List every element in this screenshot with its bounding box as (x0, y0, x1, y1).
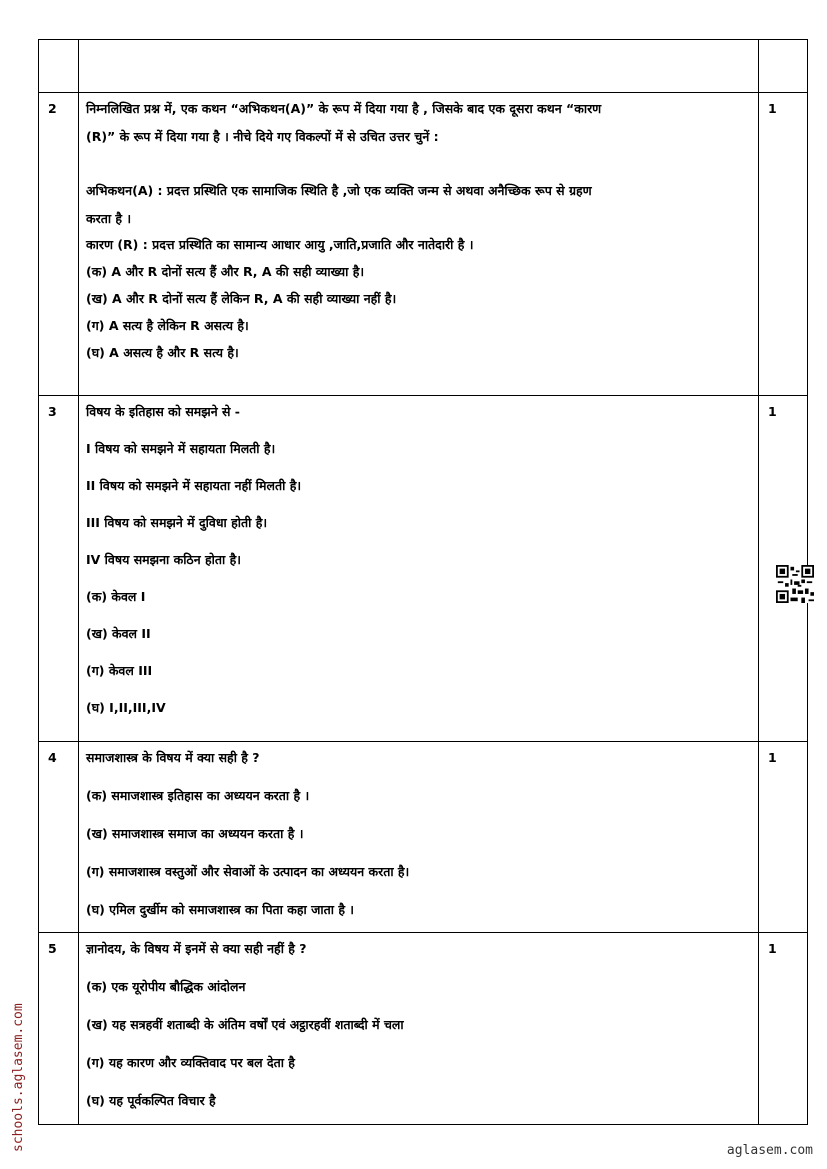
marks-value: 1 (759, 933, 808, 1125)
option-line: (क) समाजशास्त्र इतिहास का अध्ययन करता है । (86, 788, 310, 803)
question-number-cell (39, 40, 79, 93)
option-line: (घ) I,II,III,IV (86, 700, 166, 715)
question-text-cell (79, 40, 759, 93)
marks-value: 1 (759, 93, 808, 396)
statement-line: III विषय को समझने में दुविधा होती है। (86, 515, 268, 530)
statement-line: II विषय को समझने में सहायता नहीं मिलती है। (86, 478, 302, 493)
option-line: (घ) A असत्य है और R सत्य है। (86, 345, 239, 360)
question-line: ज्ञानोदय, के विषय में इनमें से क्या सही नहीं है ? (86, 941, 307, 956)
question-table (38, 39, 808, 1125)
question-text-cell (79, 742, 759, 933)
question-number: 4 (39, 742, 79, 933)
option-line: (ग) यह कारण और व्यक्तिवाद पर बल देता है (86, 1055, 295, 1070)
table-row (39, 742, 808, 933)
assertion-line: अभिकथन(A) : प्रदत्त प्रस्थिति एक सामाजिक स्थिति है ,जो एक व्यक्ति जन्म से अथवा अनैच्छिक रूप से ग्रहण (86, 183, 592, 198)
watermark-left: schools.aglasem.com (11, 1003, 26, 1152)
option-line: (ख) समाजशास्त्र समाज का अध्ययन करता है । (86, 826, 304, 841)
table-row (39, 396, 808, 742)
marks-cell (759, 40, 808, 93)
option-line: (क) एक यूरोपीय बौद्धिक आंदोलन (86, 979, 246, 994)
table-row (39, 93, 808, 396)
option-line: (घ) यह पूर्वकल्पित विचार है (86, 1093, 216, 1108)
question-line: (R)” के रूप में दिया गया है । नीचे दिये गए विकल्पों में से उचित उत्तर चुनें : (86, 129, 439, 144)
marks-value: 1 (759, 742, 808, 933)
option-line: (ख) केवल II (86, 626, 151, 641)
question-number: 5 (39, 933, 79, 1125)
question-line: विषय के इतिहास को समझने से - (86, 404, 240, 419)
reason-line: कारण (R) : प्रदत्त प्रस्थिति का सामान्य आधार आयु ,जाति,प्रजाति और नातेदारी है । (86, 237, 474, 252)
marks-value: 1 (759, 396, 808, 742)
question-text-cell (79, 93, 759, 396)
question-text-cell (79, 396, 759, 742)
option-line: (ग) A सत्य है लेकिन R असत्य है। (86, 318, 249, 333)
question-line: निम्नलिखित प्रश्न में, एक कथन “अभिकथन(A)” के रूप में दिया गया है , जिसके बाद एक दूसरा कथन “कारण (86, 101, 602, 116)
option-line: (ख) A और R दोनों सत्य हैं लेकिन R, A की सही व्याख्या नहीं है। (86, 291, 397, 306)
option-line: (ख) यह सत्रहवीं शताब्दी के अंतिम वर्षों एवं अट्ठारहवीं शताब्दी में चला (86, 1017, 404, 1032)
option-line: (क) A और R दोनों सत्य हैं और R, A की सही व्याख्या है। (86, 264, 365, 279)
question-line: समाजशास्त्र के विषय में क्या सही है ? (86, 750, 260, 765)
option-line: (क) केवल I (86, 589, 146, 604)
assertion-line: करता है । (86, 211, 132, 226)
statement-line: I विषय को समझने में सहायता मिलती है। (86, 441, 276, 456)
option-line: (ग) समाजशास्त्र वस्तुओं और सेवाओं के उत्पादन का अध्ययन करता है। (86, 864, 410, 879)
watermark-bottom: aglasem.com (726, 1143, 813, 1158)
option-line: (घ) एमिल दुर्खीम को समाजशास्त्र का पिता कहा जाता है । (86, 902, 355, 917)
option-line: (ग) केवल III (86, 663, 153, 678)
question-number: 3 (39, 396, 79, 742)
statement-line: IV विषय समझना कठिन होता है। (86, 552, 241, 567)
table-row (39, 933, 808, 1125)
question-number: 2 (39, 93, 79, 396)
table-row (39, 40, 808, 93)
qr-code-icon (776, 565, 814, 603)
question-text-cell (79, 933, 759, 1125)
